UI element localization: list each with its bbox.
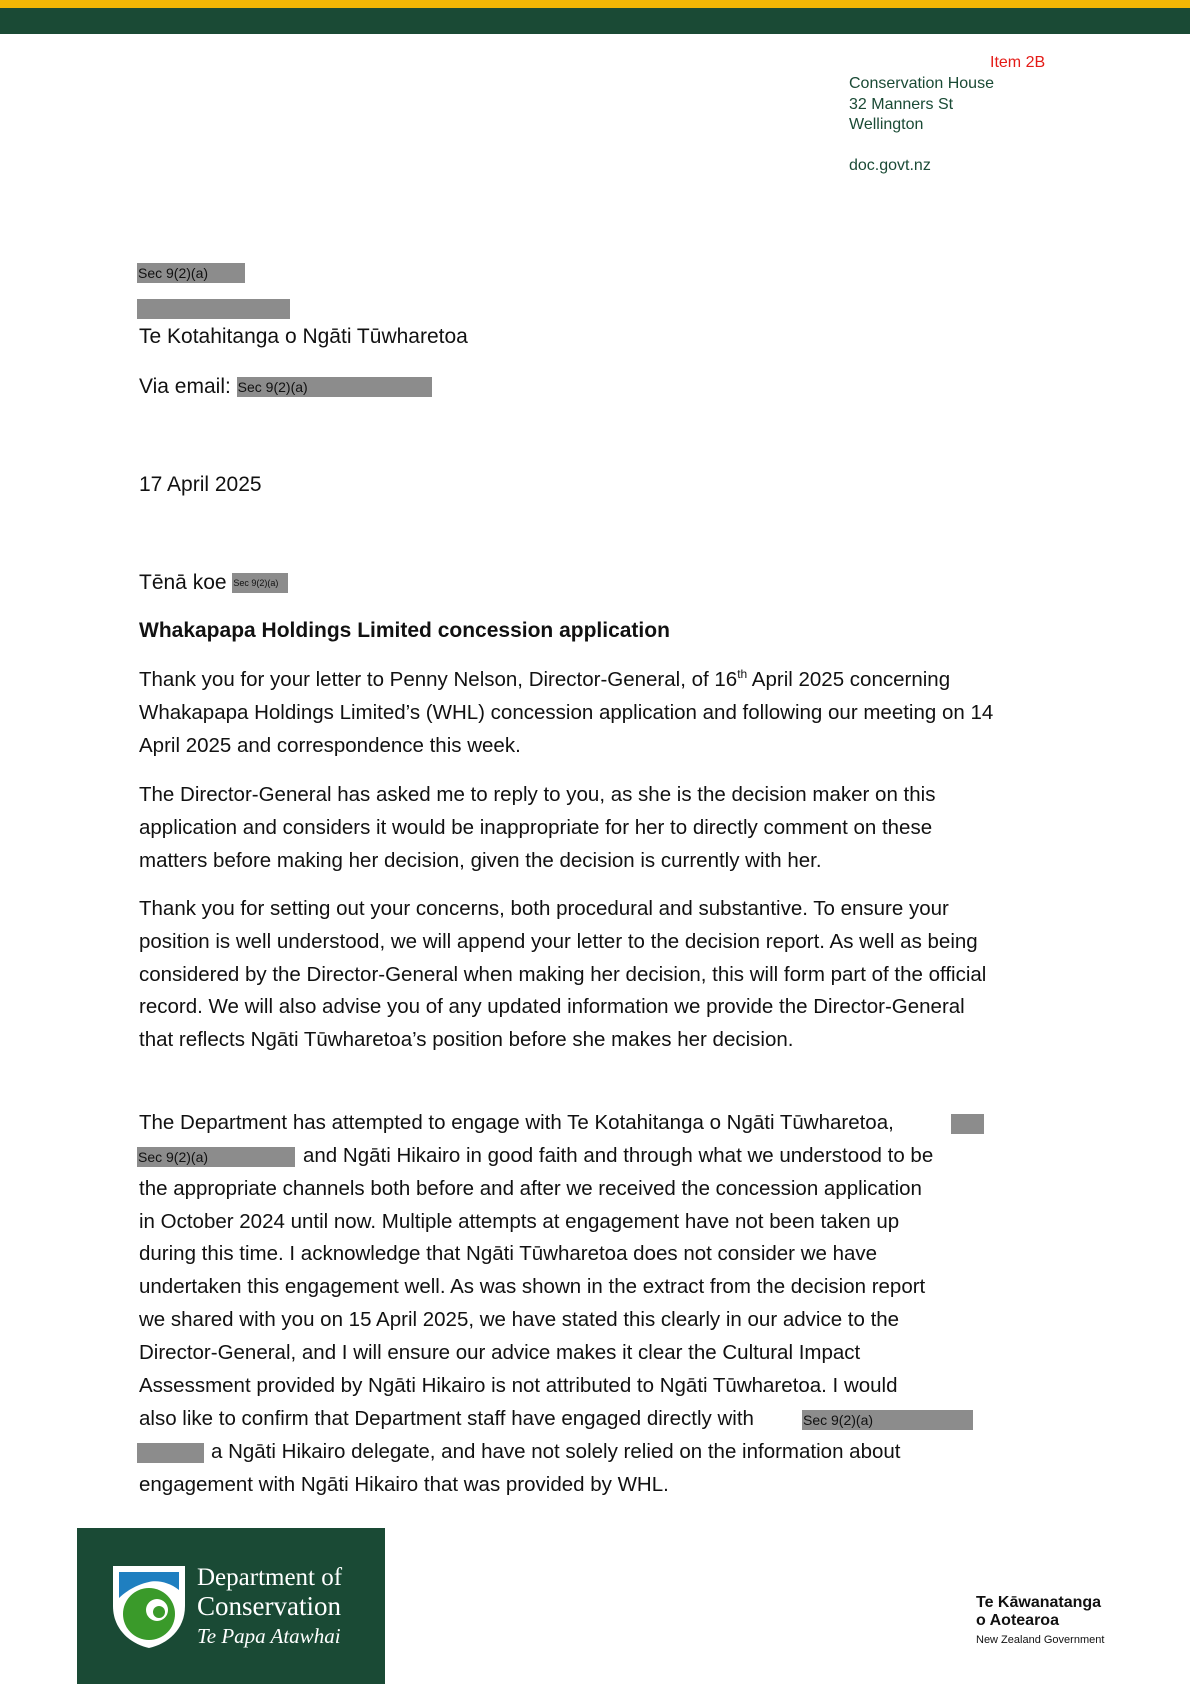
- paragraph-4-line-7: we shared with you on 15 April 2025, we have stated this clearly in our advice to the: [139, 1308, 900, 1331]
- paragraph-4-line-4: in October 2024 until now. Multiple attempts at engagement have not been taken up: [139, 1210, 900, 1233]
- paragraph-1: [139, 664, 999, 762]
- subject-heading: Whakapapa Holdings Limited concession application: [139, 619, 670, 642]
- nz-government-logo: [976, 1594, 1104, 1648]
- recipient-name-redaction: Sec 9(2)(a): [137, 263, 245, 283]
- paragraph-4-line-9: Assessment provided by Ngāti Hikairo is not attributed to Ngāti Tūwharetoa. I would: [139, 1374, 898, 1397]
- salutation-text: Tēnā koe: [139, 571, 227, 594]
- doc-logo-line-2: Conservation: [197, 1591, 341, 1621]
- paragraph-1-text-a: Thank you for your letter to Penny Nelson, Director-General, of 16: [139, 668, 738, 691]
- paragraph-4-redaction-d: [137, 1443, 204, 1463]
- paragraph-4-line-2: and Ngāti Hikairo in good faith and through what we understood to be: [303, 1144, 934, 1167]
- salutation-redaction: Sec 9(2)(a): [232, 573, 288, 593]
- paragraph-4-redaction-b: Sec 9(2)(a): [137, 1147, 295, 1167]
- item-label: Item 2B: [990, 54, 1046, 71]
- paragraph-4-redaction-a: [951, 1114, 984, 1134]
- paragraph-1-text-b: April 2025 concerning Whakapapa Holdings Limited’s (WHL) concession application and following our meeting on 14 April 2025 and correspondence this week.: [139, 668, 994, 757]
- address-line-1: Conservation House: [849, 75, 994, 92]
- govt-logo-line-2: o Aotearoa: [976, 1612, 1059, 1629]
- paragraph-2: [139, 779, 999, 877]
- via-email-label: Via email:: [139, 375, 231, 398]
- paragraph-1-superscript: th: [737, 667, 748, 682]
- paragraph-2-text: The Director-General has asked me to reply to you, as she is the decision maker on this application and considers it would be inappropriate for her to directly comment on these matters before making her decision, given the decision is currently with her.: [139, 783, 936, 872]
- paragraph-4-redaction-c: Sec 9(2)(a): [802, 1410, 973, 1430]
- doc-shield-icon: [109, 1560, 189, 1650]
- paragraph-4-line-3: the appropriate channels both before and after we received the concession application: [139, 1177, 922, 1200]
- doc-logo: [77, 1528, 385, 1684]
- paragraph-4-line-1: [139, 1110, 894, 1136]
- paragraph-3-text: Thank you for setting out your concerns, both procedural and substantive. To ensure your position is well understood, we will append your letter to the decision report. As well as being considered by the Director-General when making her decision, this will form part of the official record. We will also advise you of any updated information we provide the Director-General that reflects Ngāti Tūwharetoa’s position before she makes her decision.: [139, 897, 987, 1052]
- recipient-title-redaction: [137, 299, 290, 319]
- paragraph-4-line-1-text: The Department has attempted to engage with Te Kotahitanga o Ngāti Tūwharetoa,: [139, 1111, 894, 1134]
- letter-date: 17 April 2025: [139, 473, 262, 496]
- doc-logo-line-3: Te Papa Atawhai: [197, 1624, 341, 1648]
- govt-logo-line-1: Te Kāwanatanga: [976, 1594, 1102, 1611]
- recipient-email-line: [139, 374, 432, 400]
- header-green-stripe: [0, 8, 1190, 34]
- address-line-3: Wellington: [849, 116, 924, 133]
- paragraph-4-line-5: during this time. I acknowledge that Ngāti Tūwharetoa does not consider we have: [139, 1242, 878, 1265]
- address-line-2: 32 Manners St: [849, 95, 954, 113]
- paragraph-4-line-8: Director-General, and I will ensure our advice makes it clear the Cultural Impact: [139, 1341, 861, 1364]
- sender-address: [849, 74, 994, 176]
- paragraph-4-line-12: engagement with Ngāti Hikairo that was provided by WHL.: [139, 1473, 669, 1496]
- paragraph-4-line-6: undertaken this engagement well. As was shown in the extract from the decision report: [139, 1275, 926, 1298]
- recipient-organisation: Te Kotahitanga o Ngāti Tūwharetoa: [139, 325, 468, 348]
- salutation: [139, 570, 288, 596]
- paragraph-4-line-11: a Ngāti Hikairo delegate, and have not solely relied on the information about: [211, 1440, 901, 1463]
- email-redaction: Sec 9(2)(a): [237, 377, 432, 397]
- website-link[interactable]: doc.govt.nz: [849, 156, 931, 174]
- govt-logo-line-3: New Zealand Government: [976, 1634, 1105, 1646]
- paragraph-4-line-10: also like to confirm that Department staff have engaged directly with: [139, 1407, 754, 1430]
- paragraph-3: [139, 893, 999, 1057]
- doc-logo-line-1: Department of: [197, 1564, 343, 1591]
- header-gold-stripe: [0, 0, 1190, 8]
